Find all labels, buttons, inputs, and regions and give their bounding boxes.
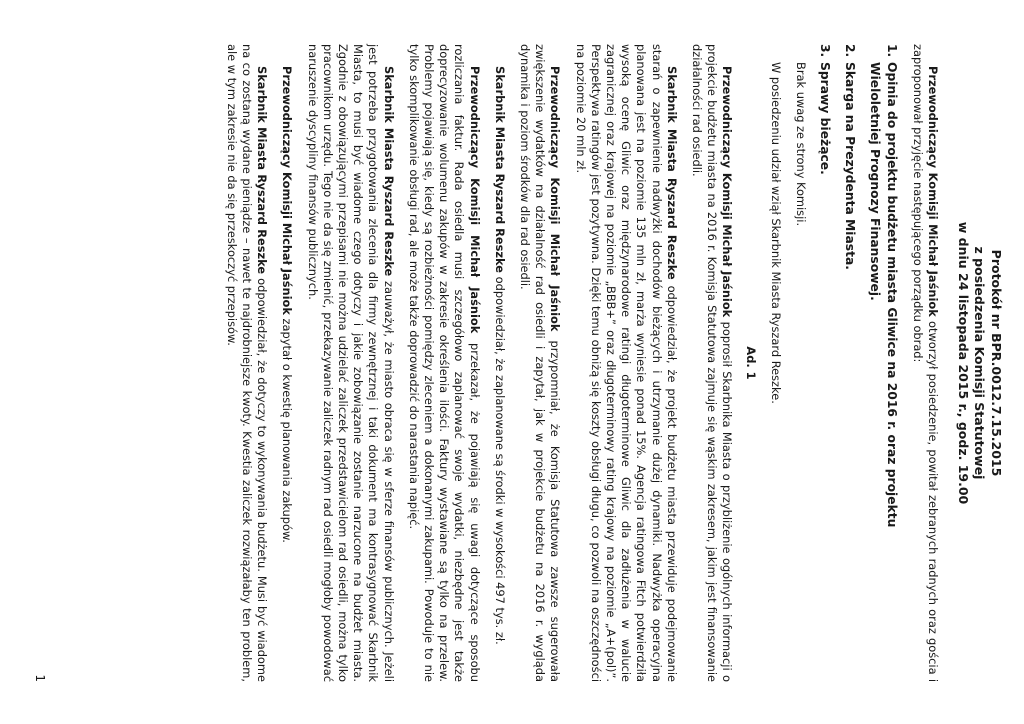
paragraph-1: Przewodniczący Komisji Michał Jaśniok poprosił Skarbnika Miasta o przybliżenie ogólnych informacji o projekcie budżetu miasta na 2016 r. Komisja Statutowa zajmuje się wąskim zakresem, jakim jest finansowanie działalności rad osiedli. — [690, 44, 735, 682]
no-remarks: Brak uwag ze strony Komisji. — [794, 62, 809, 227]
protocol-number: Protokół nr BPR.0012.7.15.2015 — [989, 249, 1004, 477]
paragraph-8: Skarbnik Miasta Ryszard Reszke odpowiedział, że dotyczy to wykonywania budżetu. Musi być wiadome na co zostaną wydane pieniądze – nawet te najdrobniejsze kwoty. Kwestia zaliczek rozwiązałaby ten problem, ale w tym zakresie nie da się przeskoczyć przepisów. — [224, 44, 270, 683]
attendance-note: W posiedzeniu udział wziął Skarbnik Miasta Ryszard Reszke. — [768, 62, 783, 404]
paragraph-3: Przewodniczący Komisji Michał Jaśniok przypomniał, że Komisja Statutowa zawsze sugerowała zwiększenie wydatków na działalność rad osiedli i zapytał, jak w projekcie budżetu na 2016 r. wygląda dynamika i poziom środków dla rad osiedli. — [518, 44, 563, 682]
intro-paragraph — [910, 44, 940, 682]
paragraph-4: Skarbnik Miasta Ryszard Reszke odpowiedział, że zaplanowane są środki w wysokości 497 tys. zł. — [492, 66, 507, 645]
intro-text: otworzył posiedzenie, powitał zebranych radnych oraz gościa i zaproponował przyjęcie następującego porządku obrad: — [911, 44, 941, 682]
speaker-name: Przewodniczący Komisji Michał Jaśniok — [926, 66, 941, 317]
meeting-date: w dniu 24 listopada 2015 r., godz. 19.00 — [956, 221, 971, 505]
paragraph-7: Przewodniczący Komisji Michał Jaśniok zapytał o kwestię planowania zakupów. — [280, 66, 295, 543]
agenda-item-2: 2.Skarga na Prezydenta Miasta. — [843, 44, 858, 270]
paragraph-6: Skarbnik Miasta Ryszard Reszke zauważył, że miasto obraca się w sferze finansów publicznych. Jeżeli jest potrzeba przygotowania zlecenia dla firmy zewnętrznej i taki dokument ma kontrasygnować Skarbnik Miasta, to musi być wiadome czego dotyczy i jakie zobowiązanie zostanie narzucone na budżet miasta. Zgodnie z obowiązującymi przepisami nie można udzielać zaliczek przedstawicielom rad osiedli, można tylko pracownikom urzędu. Tego nie da się zmienić, przekazywanie zaliczek radnym rad osiedli mogłoby powodować naruszenie dyscypliny finansów publicznych. — [305, 44, 396, 682]
paragraph-2: Skarbnik Miasta Ryszard Reszke odpowiedział, że projekt budżetu miasta przewiduje podejmowanie starań o zapewnienie nadwyżki dochodów bieżących i utrzymanie dużej dynamiki. Nadwyżka operacyjna planowana jest na poziomie 135 mln zł, marża wyniesie ponad 15%. Agencja ratingowa Fitch potwierdziła wysoką ocenę Gliwic oraz międzynarodowe ratingi długoterminowe Gliwic dla zadłużenia w walucie zagranicznej oraz krajowej na poziomie „BBB+” oraz długoterminowy rating krajowy na poziomie „A+(pol)”. Perspektywa ratingów jest pozytywna. Dzięki temu obniżą się koszty obsługi długu, co pozwoli na oszczędności na poziomie 20 mln zł. — [573, 44, 679, 682]
meeting-subtitle: z posiedzenia Komisji Statutowej — [972, 246, 988, 480]
paragraph-5: Przewodniczący Komisji Michał Jaśniok przekazał, że pojawiają się uwagi dotyczące sposobu rozliczania faktur. Rada osiedla musi szczegółowo zaplanować swoje wydatki, niezbędne jest także doprecyzowanie wolumenu zakupów w zakresie określenia ilości. Faktury wystawiane są tylko na przelew. Problemy pojawiają się, kiedy są rozbieżności pomiędzy zleceniem a dokonanymi zakupami. Powoduje to nie tylko skomplikowanie obsługi rad, ale może także doprowadzić do narastania napięć. — [406, 44, 482, 682]
page-number: 1 — [33, 674, 48, 682]
ad-heading: Ad. 1 — [743, 346, 758, 380]
agenda-item-1: 1.Opinia do projektu budżetu miasta Gliwice na 2016 r. oraz projektu Wieloletniej Prognozy Finansowej. — [868, 44, 900, 528]
agenda-item-3: 3.Sprawy bieżące. — [818, 44, 833, 175]
